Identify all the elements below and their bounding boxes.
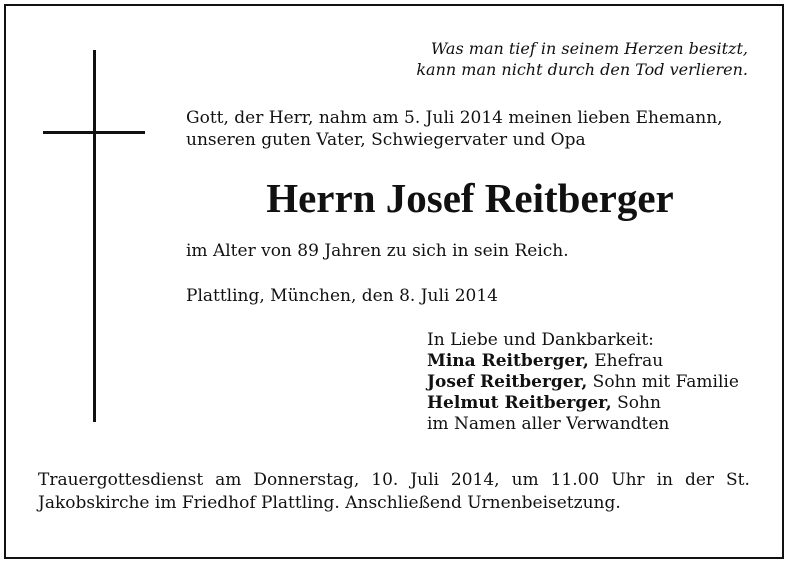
service-word: Uhr — [611, 470, 645, 490]
place-date: Plattling, München, den 8. Juli 2014 — [186, 286, 499, 306]
deceased-name: Herrn Josef Reitberger — [266, 175, 674, 221]
mourner-relation: Sohn — [611, 393, 661, 413]
service-word: der — [684, 470, 715, 490]
motto-line: Was man tief in seinem Herzen besitzt, — [430, 39, 748, 58]
intro-line: unseren guten Vater, Schwiegervater und Opa — [186, 130, 586, 150]
service-word: am — [215, 470, 242, 490]
motto-quote — [360, 38, 748, 80]
service-word: 11.00 — [550, 470, 600, 490]
service-word: Donnerstag, — [253, 470, 360, 490]
service-line — [38, 469, 750, 492]
mourner-name: Josef Reitberger, — [427, 372, 588, 392]
mourner-relation: Ehefrau — [588, 351, 664, 371]
service-word: Juli — [410, 470, 439, 490]
funeral-service-info — [38, 469, 750, 515]
service-line: Jakobskirche im Friedhof Plattling. Anschließend Urnenbeisetzung. — [38, 493, 621, 513]
service-word: St. — [726, 470, 750, 490]
mourner-entry — [427, 351, 739, 372]
mourners-closing: im Namen aller Verwandten — [427, 414, 670, 434]
age-line: im Alter von 89 Jahren zu sich in sein Reich. — [186, 241, 569, 261]
cross-icon — [93, 50, 96, 422]
mourner-entry — [427, 372, 739, 393]
service-word: in — [656, 470, 674, 490]
intro-text — [186, 107, 723, 151]
mourner-relation: Sohn mit Familie — [587, 372, 739, 392]
cross-icon-bar — [43, 131, 145, 134]
motto-line: kann man nicht durch den Tod verlieren. — [416, 60, 748, 79]
mourner-name: Mina Reitberger, — [427, 351, 589, 371]
mourners-heading: In Liebe und Dankbarkeit: — [427, 330, 654, 350]
intro-line: Gott, der Herr, nahm am 5. Juli 2014 meinen lieben Ehemann, — [186, 108, 723, 128]
service-word: um — [511, 470, 539, 490]
mourner-name: Helmut Reitberger, — [427, 393, 612, 413]
service-word: Trauergottesdienst — [38, 470, 204, 490]
service-word: 2014, — [450, 470, 500, 490]
mourners-block — [427, 330, 739, 435]
service-word: 10. — [371, 470, 399, 490]
mourner-entry — [427, 393, 739, 414]
